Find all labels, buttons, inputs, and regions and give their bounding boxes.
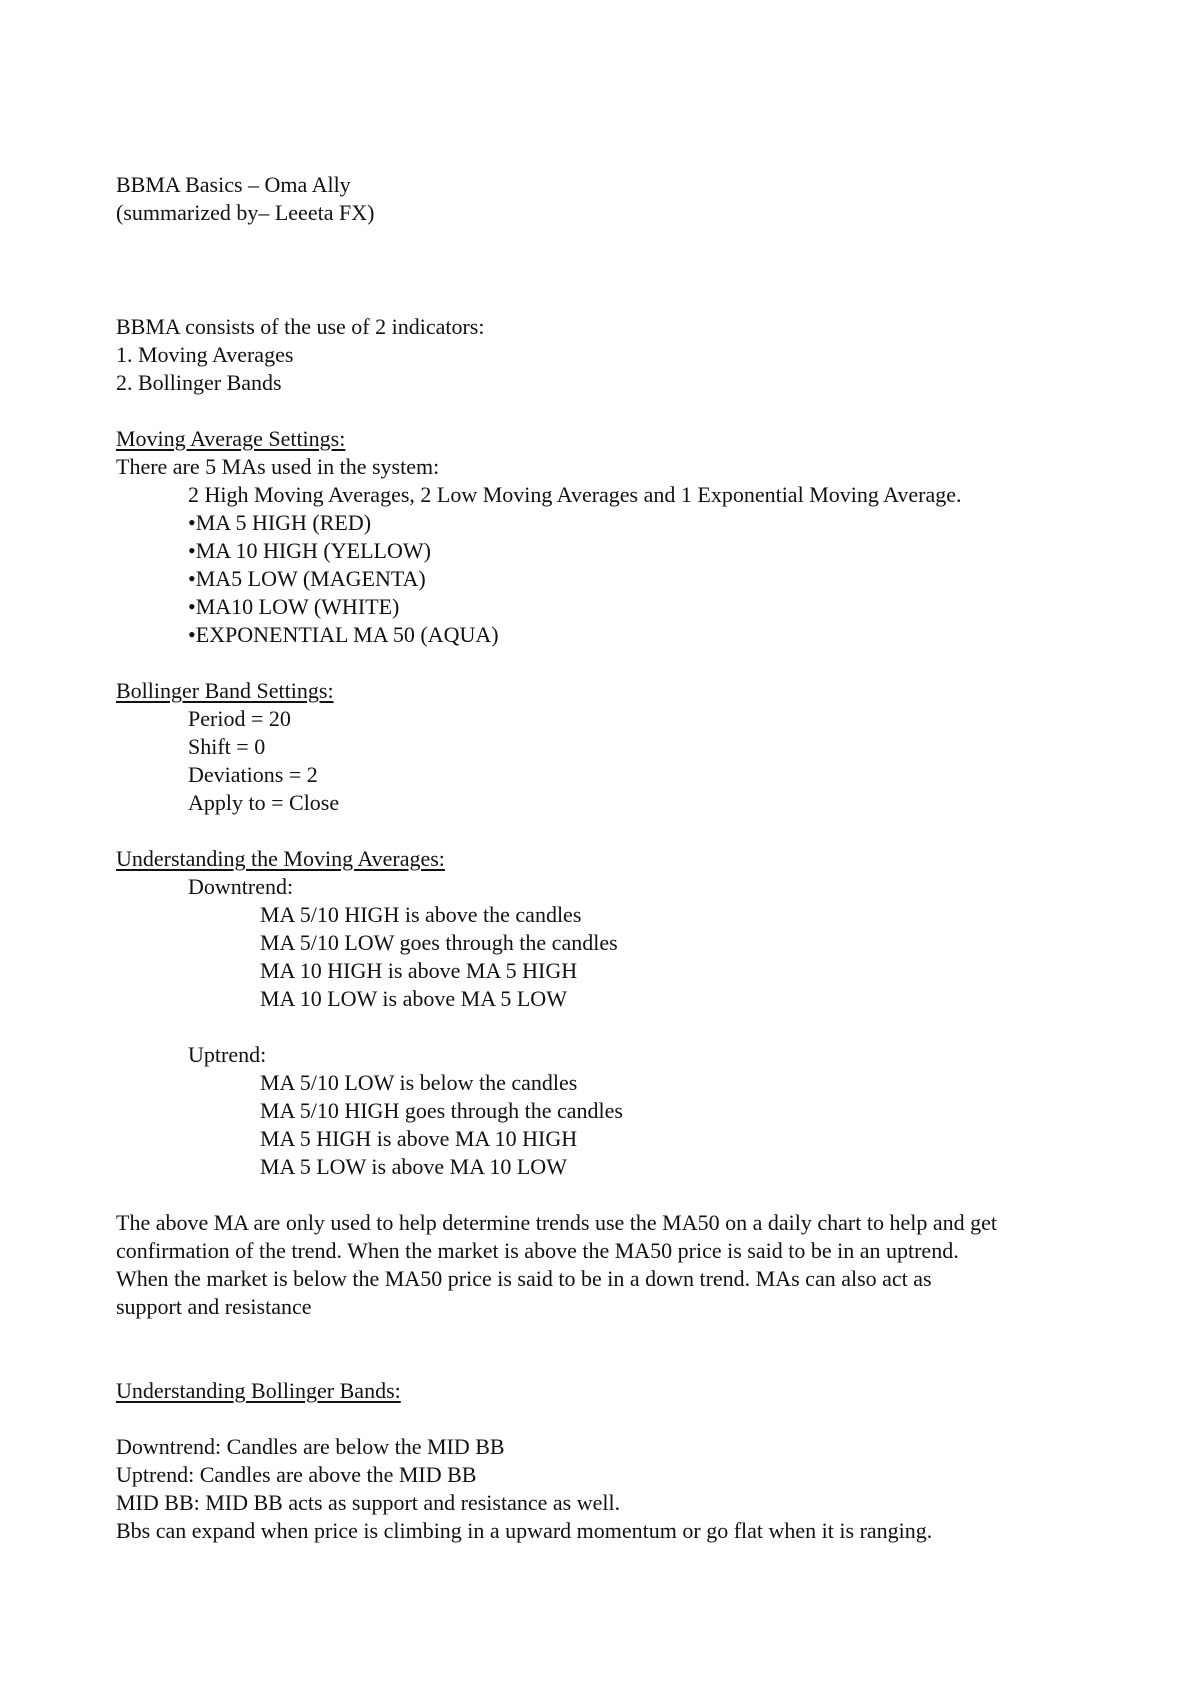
intro-item-bollinger-bands: 2. Bollinger Bands	[116, 370, 282, 395]
ma-settings-summary: 2 High Moving Averages, 2 Low Moving Averages and 1 Exponential Moving Average.	[188, 482, 962, 507]
intro-item-moving-averages: 1. Moving Averages	[116, 342, 294, 367]
downtrend-item: MA 5/10 LOW goes through the candles	[260, 930, 618, 955]
ma-paragraph-line: When the market is below the MA50 price is said to be in a down trend. MAs can also act as	[116, 1266, 932, 1291]
bb-settings-item: Apply to = Close	[188, 790, 340, 815]
bb-line: MID BB: MID BB acts as support and resistance as well.	[116, 1490, 621, 1515]
bb-settings-item: Deviations = 2	[188, 762, 318, 787]
bb-line: Downtrend: Candles are below the MID BB	[116, 1434, 505, 1459]
downtrend-item: MA 10 HIGH is above MA 5 HIGH	[260, 958, 578, 983]
uptrend-item: MA 5 LOW is above MA 10 LOW	[260, 1154, 567, 1179]
ma-settings-heading: Moving Average Settings:	[116, 426, 346, 451]
bb-settings-heading: Bollinger Band Settings:	[116, 678, 334, 703]
ma-paragraph-line: support and resistance	[116, 1294, 312, 1319]
understanding-bb-heading: Understanding Bollinger Bands:	[116, 1378, 401, 1403]
bb-settings-item: Period = 20	[188, 706, 291, 731]
document-title: BBMA Basics – Oma Ally	[116, 172, 351, 197]
ma-settings-item: •MA10 LOW (WHITE)	[188, 594, 400, 619]
uptrend-item: MA 5 HIGH is above MA 10 HIGH	[260, 1126, 578, 1151]
ma-settings-item: •MA 5 HIGH (RED)	[188, 510, 372, 535]
bb-line: Bbs can expand when price is climbing in a upward momentum or go flat when it is ranging.	[116, 1518, 933, 1543]
uptrend-label: Uptrend:	[188, 1042, 267, 1067]
downtrend-label: Downtrend:	[188, 874, 294, 899]
document-subtitle: (summarized by– Leeeta FX)	[116, 200, 375, 225]
bb-line: Uptrend: Candles are above the MID BB	[116, 1462, 477, 1487]
uptrend-item: MA 5/10 HIGH goes through the candles	[260, 1098, 623, 1123]
downtrend-item: MA 10 LOW is above MA 5 LOW	[260, 986, 567, 1011]
ma-settings-item: •MA 10 HIGH (YELLOW)	[188, 538, 431, 563]
ma-settings-item: •EXPONENTIAL MA 50 (AQUA)	[188, 622, 499, 647]
ma-settings-lead: There are 5 MAs used in the system:	[116, 454, 440, 479]
ma-paragraph-line: confirmation of the trend. When the market is above the MA50 price is said to be in an uptrend.	[116, 1238, 959, 1263]
ma-settings-item: •MA5 LOW (MAGENTA)	[188, 566, 426, 591]
ma-paragraph-line: The above MA are only used to help determine trends use the MA50 on a daily chart to help and get	[116, 1210, 997, 1235]
uptrend-item: MA 5/10 LOW is below the candles	[260, 1070, 578, 1095]
understanding-ma-heading: Understanding the Moving Averages:	[116, 846, 445, 871]
intro-lead: BBMA consists of the use of 2 indicators:	[116, 314, 485, 339]
bb-settings-item: Shift = 0	[188, 734, 266, 759]
downtrend-item: MA 5/10 HIGH is above the candles	[260, 902, 582, 927]
